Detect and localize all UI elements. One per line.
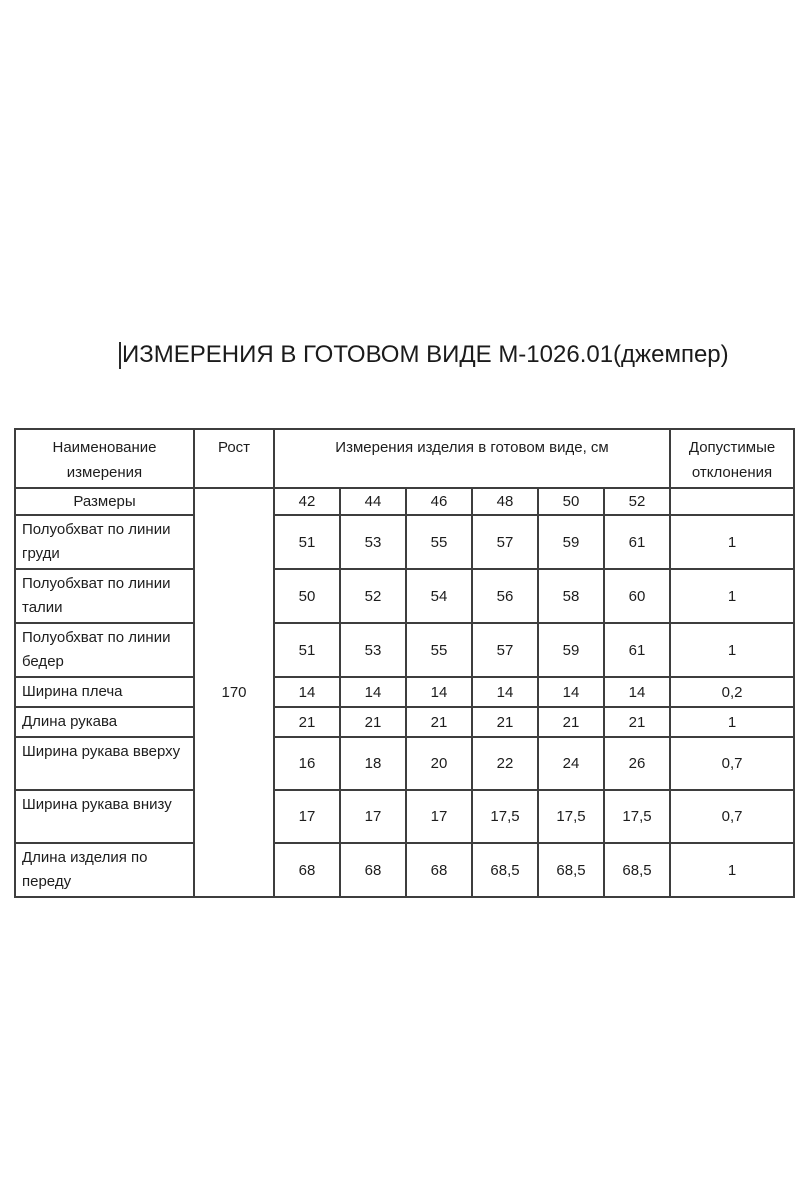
measurement-value: 16 xyxy=(274,737,340,790)
measurement-value: 55 xyxy=(406,623,472,677)
measurement-value: 26 xyxy=(604,737,670,790)
measurement-value: 60 xyxy=(604,569,670,623)
deviation-value: 1 xyxy=(670,569,794,623)
sizes-row-label: Размеры xyxy=(15,488,194,515)
measurement-name: Ширина плеча xyxy=(15,677,194,707)
table-row xyxy=(15,677,794,707)
size-col-header: 52 xyxy=(604,488,670,515)
deviation-value: 1 xyxy=(670,515,794,569)
measurement-value: 68 xyxy=(340,843,406,897)
measurement-value: 21 xyxy=(340,707,406,737)
measurement-value: 57 xyxy=(472,623,538,677)
measurement-value: 53 xyxy=(340,623,406,677)
deviation-value: 1 xyxy=(670,707,794,737)
measurement-value: 14 xyxy=(472,677,538,707)
table-row xyxy=(15,843,794,897)
measurement-value: 22 xyxy=(472,737,538,790)
measurement-value: 21 xyxy=(472,707,538,737)
measurement-value: 17 xyxy=(340,790,406,843)
height-value-cell: 170 xyxy=(194,488,274,897)
deviation-value: 1 xyxy=(670,843,794,897)
header-deviation: Допустимые отклонения xyxy=(670,429,794,488)
header-height: Рост xyxy=(194,429,274,488)
sizes-row xyxy=(15,488,794,515)
measurement-value: 68,5 xyxy=(538,843,604,897)
measurement-value: 52 xyxy=(340,569,406,623)
size-col-header: 50 xyxy=(538,488,604,515)
measurement-name: Полуобхват по линии груди xyxy=(15,515,194,569)
measurement-value: 17 xyxy=(406,790,472,843)
measurement-name: Длина изделия по переду xyxy=(15,843,194,897)
size-col-header: 42 xyxy=(274,488,340,515)
measurement-value: 14 xyxy=(340,677,406,707)
measurement-value: 55 xyxy=(406,515,472,569)
measurement-value: 17,5 xyxy=(472,790,538,843)
deviation-value: 0,7 xyxy=(670,790,794,843)
measurement-value: 14 xyxy=(604,677,670,707)
measurement-name: Полуобхват по линии талии xyxy=(15,569,194,623)
header-measurement-name: Наименование измерения xyxy=(15,429,194,488)
measurement-value: 51 xyxy=(274,623,340,677)
measurement-name: Длина рукава xyxy=(15,707,194,737)
measurement-value: 57 xyxy=(472,515,538,569)
measurement-value: 54 xyxy=(406,569,472,623)
measurement-value: 61 xyxy=(604,623,670,677)
table-row xyxy=(15,515,794,569)
table-row xyxy=(15,737,794,790)
table-row xyxy=(15,790,794,843)
measurement-value: 68 xyxy=(274,843,340,897)
deviation-value: 0,2 xyxy=(670,677,794,707)
deviation-value: 0,7 xyxy=(670,737,794,790)
title-row xyxy=(119,341,729,369)
measurements-table xyxy=(14,428,795,898)
measurement-value: 21 xyxy=(604,707,670,737)
measurement-value: 14 xyxy=(274,677,340,707)
measurement-value: 17 xyxy=(274,790,340,843)
table-row xyxy=(15,569,794,623)
measurement-value: 21 xyxy=(274,707,340,737)
header-measurements: Измерения изделия в готовом виде, см xyxy=(274,429,670,488)
measurement-value: 68,5 xyxy=(604,843,670,897)
measurement-name: Ширина рукава внизу xyxy=(15,790,194,843)
size-col-header: 46 xyxy=(406,488,472,515)
measurement-value: 68,5 xyxy=(472,843,538,897)
table-row xyxy=(15,707,794,737)
measurement-value: 20 xyxy=(406,737,472,790)
measurement-value: 14 xyxy=(538,677,604,707)
measurement-value: 59 xyxy=(538,515,604,569)
measurement-name: Ширина рукава вверху xyxy=(15,737,194,790)
measurement-value: 68 xyxy=(406,843,472,897)
measurement-value: 56 xyxy=(472,569,538,623)
measurement-value: 18 xyxy=(340,737,406,790)
sizes-row-deviation-empty xyxy=(670,488,794,515)
measurement-value: 14 xyxy=(406,677,472,707)
size-col-header: 44 xyxy=(340,488,406,515)
page-title: ИЗМЕРЕНИЯ В ГОТОВОМ ВИДЕ М-1026.01(джемпер) xyxy=(122,341,729,368)
text-cursor xyxy=(119,342,121,369)
table-row xyxy=(15,623,794,677)
measurement-value: 61 xyxy=(604,515,670,569)
measurement-value: 17,5 xyxy=(604,790,670,843)
measurement-value: 59 xyxy=(538,623,604,677)
measurement-value: 17,5 xyxy=(538,790,604,843)
measurement-value: 50 xyxy=(274,569,340,623)
measurement-value: 51 xyxy=(274,515,340,569)
size-col-header: 48 xyxy=(472,488,538,515)
deviation-value: 1 xyxy=(670,623,794,677)
measurement-name: Полуобхват по линии бедер xyxy=(15,623,194,677)
measurement-value: 53 xyxy=(340,515,406,569)
table-header-row xyxy=(15,429,794,488)
measurement-value: 21 xyxy=(406,707,472,737)
measurement-value: 58 xyxy=(538,569,604,623)
measurement-value: 24 xyxy=(538,737,604,790)
measurement-value: 21 xyxy=(538,707,604,737)
